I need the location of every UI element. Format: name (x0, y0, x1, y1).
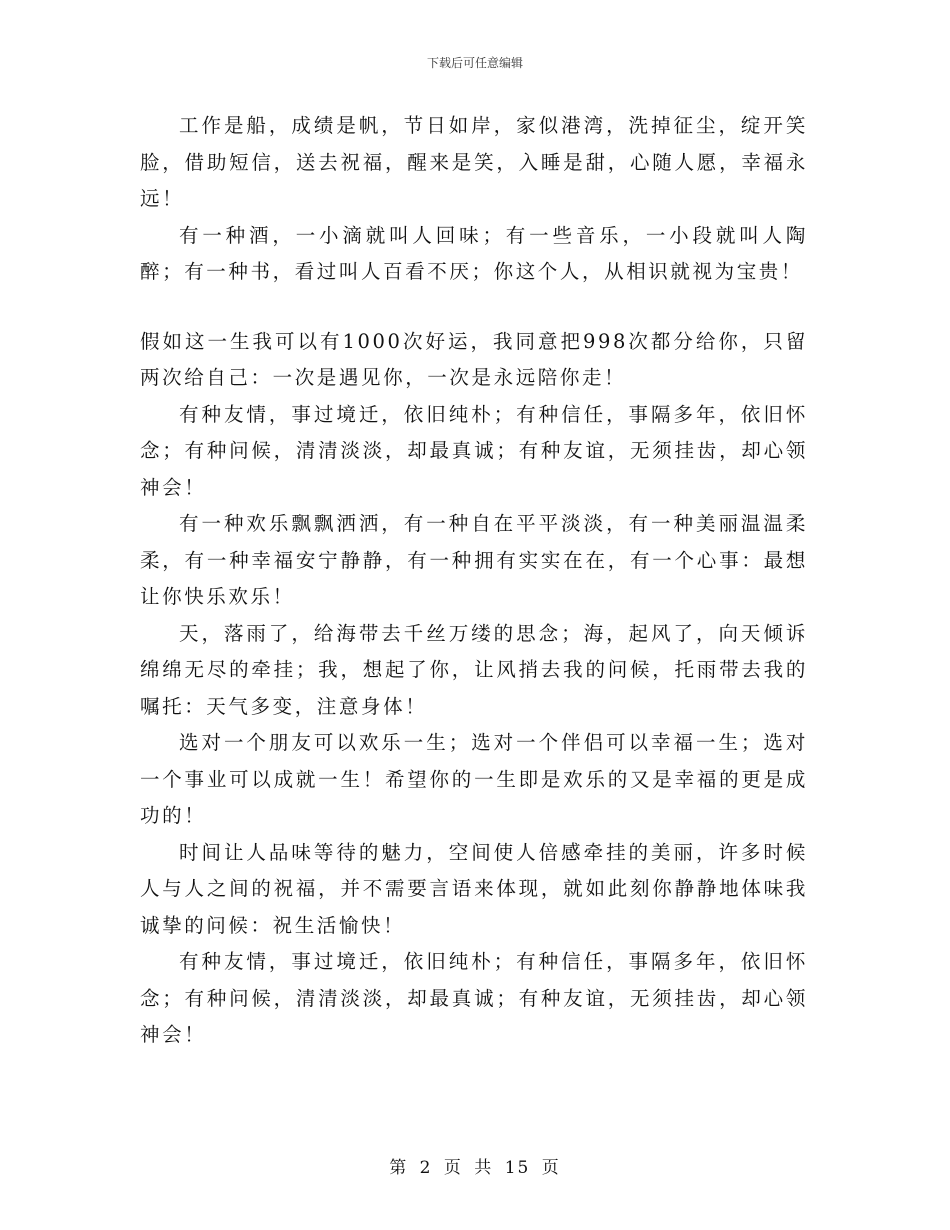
footer-suffix: 页 (541, 1158, 561, 1178)
page-header: 下载后可任意编辑 (426, 56, 523, 70)
paragraph: 假如这一生我可以有1000次好运，我同意把998次都分给你，只留两次给自己：一次是遇见你，一次是永远陪你走！ (140, 329, 808, 389)
document-body (140, 108, 808, 1054)
paragraph: 有种友情，事过境迁，依旧纯朴；有种信任，事隔多年，依旧怀念；有种问候，清清淡淡，却最真诚；有种友谊，无须挂齿，却心领神会！ (140, 402, 808, 499)
paragraph: 天，落雨了，给海带去千丝万缕的思念；海，起风了，向天倾诉绵绵无尽的牵挂；我，想起了你，让风捎去我的问候，托雨带去我的嘱托：天气多变，注意身体！ (140, 621, 808, 718)
footer-page-word: 页 (443, 1158, 463, 1178)
page-footer (0, 1153, 950, 1178)
paragraph: 选对一个朋友可以欢乐一生；选对一个伴侣可以幸福一生；选对一个事业可以成就一生！希望你的一生即是欢乐的又是幸福的更是成功的！ (140, 731, 808, 827)
paragraph: 有一种酒，一小滴就叫人回味；有一些音乐，一小段就叫人陶醉；有一种书，看过叫人百看不厌；你这个人，从相识就视为宝贵！ (140, 223, 808, 283)
footer-total-word: 共 (474, 1158, 494, 1178)
paragraph: 工作是船，成绩是帆，节日如岸，家似港湾，洗掉征尘，绽开笑脸，借助短信，送去祝福，醒来是笑，入睡是甜，心随人愿，幸福永远！ (140, 114, 808, 210)
total-page-count: 15 (504, 1158, 531, 1178)
current-page-number: 2 (419, 1158, 433, 1178)
paragraph: 有种友情，事过境迁，依旧纯朴；有种信任，事隔多年，依旧怀念；有种问候，清清淡淡，却最真诚；有种友谊，无须挂齿，却心领神会！ (140, 950, 808, 1046)
paragraph: 有一种欢乐飘飘洒洒，有一种自在平平淡淡，有一种美丽温温柔柔，有一种幸福安宁静静，有一种拥有实实在在，有一个心事：最想让你快乐欢乐！ (140, 512, 808, 608)
paragraph-gap (140, 291, 808, 324)
paragraph: 时间让人品味等待的魅力，空间使人倍感牵挂的美丽，许多时候人与人之间的祝福，并不需要言语来体现，就如此刻你静静地体味我诚挚的问候：祝生活愉快！ (140, 840, 808, 937)
footer-prefix: 第 (389, 1158, 409, 1178)
